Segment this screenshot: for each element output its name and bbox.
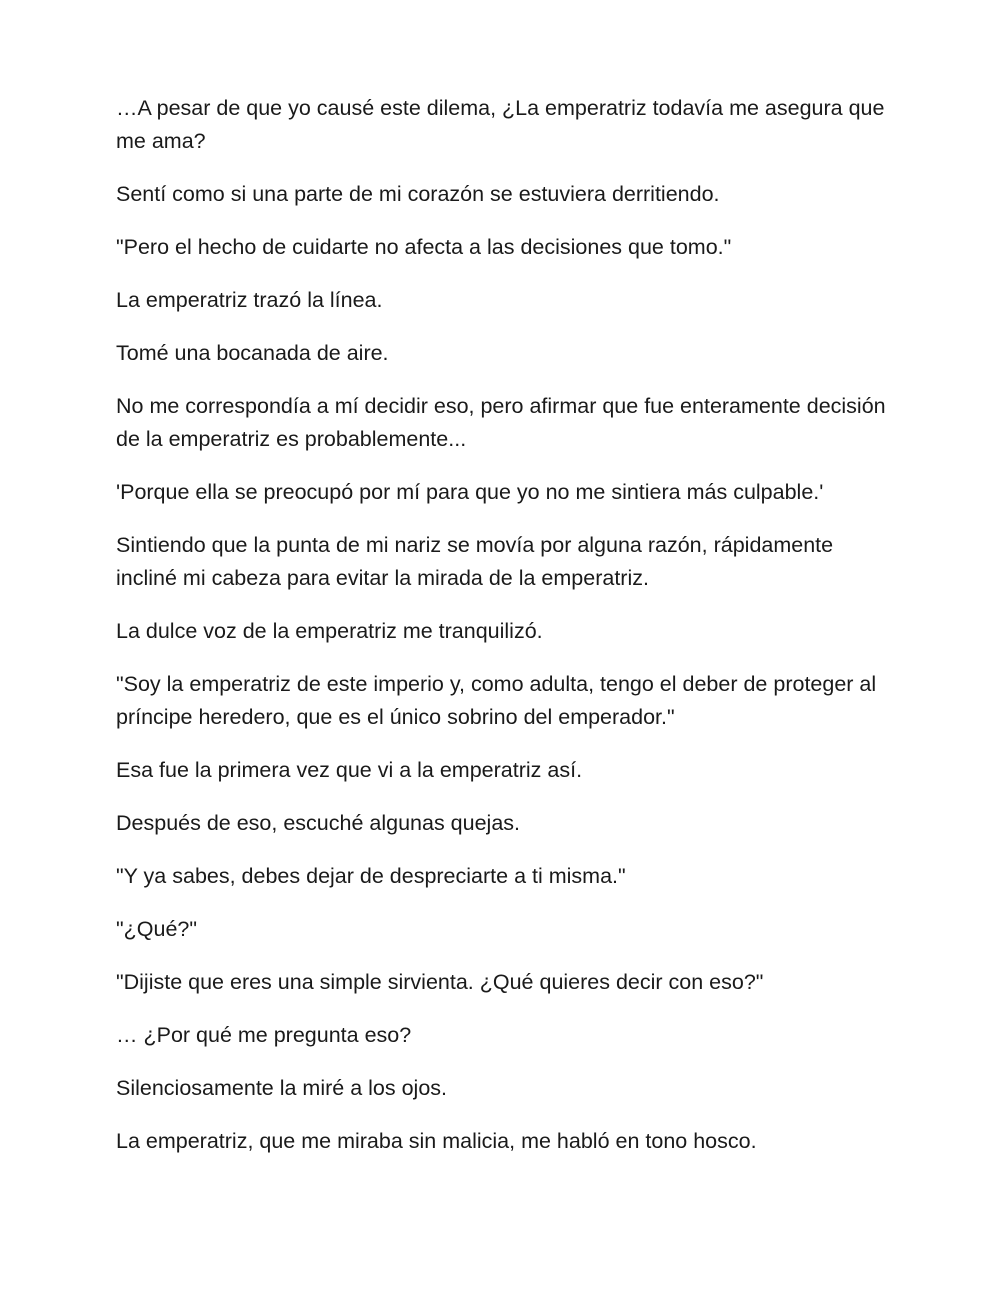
paragraph-15: "Dijiste que eres una simple sirvienta. ¿Qué quieres decir con eso?" — [116, 970, 764, 994]
paragraph-8: Sintiendo que la punta de mi nariz se movía por alguna razón, rápidamente incliné mi cabeza para evitar la mirada de la emperatriz. — [116, 533, 840, 590]
paragraph-1: …A pesar de que yo causé este dilema, ¿La emperatriz todavía me asegura que me ama? — [116, 96, 891, 153]
paragraph-10: "Soy la emperatriz de este imperio y, como adulta, tengo el deber de proteger al príncipe heredero, que es el único sobrino del emperador." — [116, 672, 883, 729]
paragraph-18: La emperatriz, que me miraba sin malicia, me habló en tono hosco. — [116, 1129, 757, 1153]
paragraph-6: No me correspondía a mí decidir eso, pero afirmar que fue enteramente decisión de la emperatriz es probablemente... — [116, 394, 892, 451]
paragraph-3: "Pero el hecho de cuidarte no afecta a las decisiones que tomo." — [116, 235, 732, 259]
paragraph-4: La emperatriz trazó la línea. — [116, 288, 383, 312]
paragraph-16: … ¿Por qué me pregunta eso? — [116, 1023, 412, 1047]
paragraph-9: La dulce voz de la emperatriz me tranquilizó. — [116, 619, 543, 643]
paragraph-5: Tomé una bocanada de aire. — [116, 341, 389, 365]
paragraph-7: 'Porque ella se preocupó por mí para que yo no me sintiera más culpable.' — [116, 480, 824, 504]
paragraph-14: "¿Qué?" — [116, 917, 197, 941]
paragraph-11: Esa fue la primera vez que vi a la emperatriz así. — [116, 758, 583, 782]
document-page — [116, 92, 896, 1178]
paragraph-17: Silenciosamente la miré a los ojos. — [116, 1076, 448, 1100]
paragraph-2: Sentí como si una parte de mi corazón se estuviera derritiendo. — [116, 182, 720, 206]
paragraph-12: Después de eso, escuché algunas quejas. — [116, 811, 520, 835]
paragraph-13: "Y ya sabes, debes dejar de despreciarte a ti misma." — [116, 864, 626, 888]
